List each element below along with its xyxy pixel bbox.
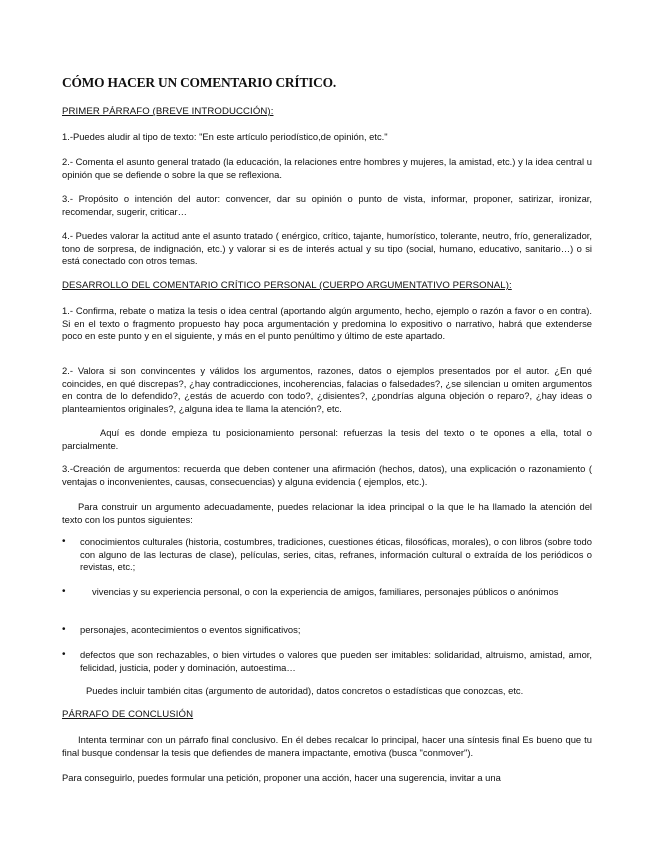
bullet-icon: • bbox=[62, 536, 66, 547]
paragraph-conclusion-2: Para conseguirlo, puedes formular una petición, proponer una acción, hacer una sugerencia, invitar a una bbox=[62, 772, 501, 783]
paragraph-1: 1.-Puedes aludir al tipo de texto: "En este artículo periodístico,de opinión, etc." bbox=[62, 131, 388, 142]
section-heading-introduccion: PRIMER PÁRRAFO (BREVE INTRODUCCIÓN): bbox=[62, 106, 274, 117]
list-item bbox=[62, 536, 592, 574]
paragraph-3: 3.- Propósito o intención del autor: convencer, dar su opinión o punto de vista, informar, proponer, satirizar, ironizar, recomendar, sugerir, criticar… bbox=[62, 193, 592, 217]
paragraph-conclusion-1: Intenta terminar con un párrafo final conclusivo. En él debes recalcar lo principal, hacer una síntesis final Es bueno que tu final busque condensar la tesis que defiendes de manera impactante, emotiva (busca "conmover"). bbox=[62, 734, 592, 758]
paragraph-2: 2.- Comenta el asunto general tratado (la educación, la relaciones entre hombres y mujeres, la amistad, etc.) y la idea central u opinión que se defiende o sobre la que se reflexiona. bbox=[62, 156, 592, 180]
list-item-text: vivencias y su experiencia personal, o con la experiencia de amigos, familiares, personajes públicos o anónimos bbox=[92, 586, 559, 597]
section-heading-desarrollo: DESARROLLO DEL COMENTARIO CRÍTICO PERSONAL (CUERPO ARGUMENTATIVO PERSONAL): bbox=[62, 280, 512, 291]
list-item bbox=[62, 649, 592, 674]
bullet-icon: • bbox=[62, 649, 66, 660]
bullet-icon: • bbox=[62, 586, 66, 597]
paragraph-desarrollo-2-continuation: Aquí es donde empieza tu posicionamiento personal: refuerzas la tesis del texto o te opones a ella, total o parcialmente. bbox=[62, 427, 592, 451]
paragraph-argumento-intro: Para construir un argumento adecuadamente, puedes relacionar la idea principal o la que le ha llamado la atención del texto con los puntos siguientes: bbox=[62, 501, 592, 525]
paragraph-desarrollo-1: 1.- Confirma, rebate o matiza la tesis o idea central (aportando algún argumento, hecho, ejemplo o razón a favor o en contra). Si en el texto o fragmento propuesto hay poca argumentación y predomina lo expositivo o narrativo, habrá que extenderse poco en este punto y en el siguiente, y más en el punto penúltimo y último de este apartado. bbox=[62, 305, 592, 342]
section-heading-conclusion: PÁRRAFO DE CONCLUSIÓN bbox=[62, 709, 194, 720]
list-item bbox=[62, 624, 592, 637]
document-title: CÓMO HACER UN COMENTARIO CRÍTICO. bbox=[62, 75, 336, 90]
list-item-text: personajes, acontecimientos o eventos significativos; bbox=[80, 624, 301, 635]
list-item-text: defectos que son rechazables, o bien virtudes o valores que pueden ser imitables: solidaridad, altruismo, amistad, amor, felicidad, justicia, poder y dominación, autoestima… bbox=[80, 649, 592, 673]
bullet-icon: • bbox=[62, 624, 66, 635]
list-item bbox=[62, 586, 592, 599]
paragraph-citas: Puedes incluir también citas (argumento de autoridad), datos concretos o estadísticas que conozcas, etc. bbox=[86, 685, 524, 696]
paragraph-desarrollo-3: 3.-Creación de argumentos: recuerda que deben contener una afirmación (hechos, datos), una explicación o razonamiento ( ventajas o inconvenientes, causas, consecuencias) y alguna evidencia ( ejemplos, etc.). bbox=[62, 463, 592, 487]
paragraph-4: 4.- Puedes valorar la actitud ante el asunto tratado ( enérgico, crítico, tajante, humorístico, tolerante, neutro, frío, generalizador, tono de sorpresa, de indignación, etc.) y valorar si es de interés actual y su tipo (social, humano, educativo, sanitario…) o si está conectado con otros temas. bbox=[62, 230, 592, 267]
paragraph-desarrollo-2: 2.- Valora si son convincentes y válidos los argumentos, razones, datos o ejemplos presentados por el autor. ¿En qué coincides, en qué discrepas?, ¿hay contradicciones, incoherencias, falacias o falsedades?, ¿se silencian u omiten argumentos en contra de lo defendido?, ¿estás de acuerdo con todo?, ¿disientes?, ¿pondrías alguna objeción o reparo?, ¿hay ideas o planteamientos originales?, ¿alguna idea te llama la atención?, etc. bbox=[62, 365, 592, 414]
list-item-text: conocimientos culturales (historia, costumbres, tradiciones, cuestiones éticas, filosóficas, morales), o con libros (sobre todo con alguno de las lecturas de clase), películas, series, citas, refranes, información cultural o extraída de los periódicos o revistas, etc.; bbox=[80, 536, 592, 573]
